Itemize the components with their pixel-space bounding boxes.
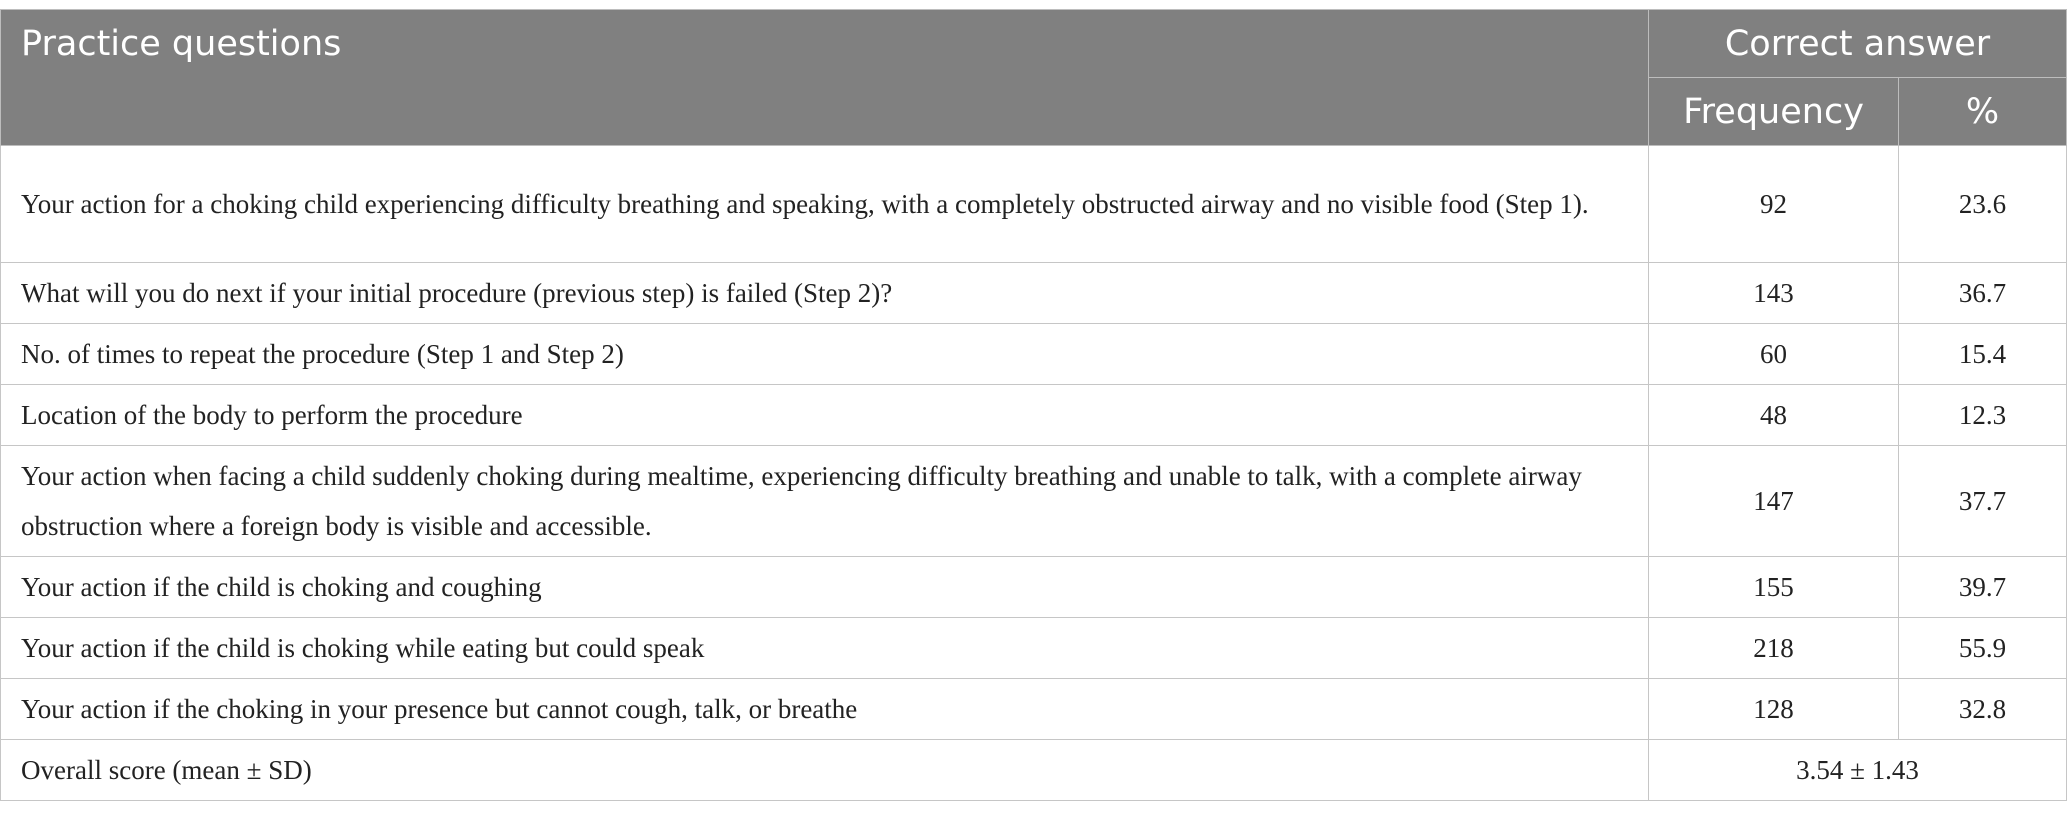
question-cell: What will you do next if your initial procedure (previous step) is failed (Step 2)?	[1, 263, 1649, 324]
table-row	[1, 557, 2067, 618]
question-cell: Your action if the choking in your presence but cannot cough, talk, or breathe	[1, 679, 1649, 740]
table-row	[1, 324, 2067, 385]
question-cell: Your action when facing a child suddenly choking during mealtime, experiencing difficulty breathing and unable to talk, with a complete airway obstruction where a foreign body is visible and accessible.	[1, 446, 1649, 557]
question-cell: Your action for a choking child experiencing difficulty breathing and speaking, with a completely obstructed airway and no visible food (Step 1).	[1, 146, 1649, 263]
practice-questions-table	[0, 9, 2067, 801]
percent-cell: 55.9	[1899, 618, 2067, 679]
table-row	[1, 263, 2067, 324]
overall-score-row	[1, 740, 2067, 801]
percent-cell: 37.7	[1899, 446, 2067, 557]
table-row	[1, 618, 2067, 679]
header-correct-answer: Correct answer	[1649, 10, 2067, 78]
percent-cell: 23.6	[1899, 146, 2067, 263]
table-row	[1, 385, 2067, 446]
overall-score-value: 3.54 ± 1.43	[1649, 740, 2067, 801]
table-row	[1, 146, 2067, 263]
frequency-cell: 92	[1649, 146, 1899, 263]
question-cell: Location of the body to perform the procedure	[1, 385, 1649, 446]
frequency-cell: 60	[1649, 324, 1899, 385]
frequency-cell: 147	[1649, 446, 1899, 557]
question-cell: No. of times to repeat the procedure (Step 1 and Step 2)	[1, 324, 1649, 385]
frequency-cell: 48	[1649, 385, 1899, 446]
table-row	[1, 679, 2067, 740]
question-cell: Your action if the child is choking and coughing	[1, 557, 1649, 618]
header-practice-questions: Practice questions	[1, 10, 1649, 146]
frequency-cell: 218	[1649, 618, 1899, 679]
overall-score-label: Overall score (mean ± SD)	[1, 740, 1649, 801]
percent-cell: 12.3	[1899, 385, 2067, 446]
question-cell: Your action if the child is choking while eating but could speak	[1, 618, 1649, 679]
header-frequency: Frequency	[1649, 78, 1899, 146]
table-row	[1, 446, 2067, 557]
percent-cell: 32.8	[1899, 679, 2067, 740]
frequency-cell: 143	[1649, 263, 1899, 324]
frequency-cell: 155	[1649, 557, 1899, 618]
header-percent: %	[1899, 78, 2067, 146]
percent-cell: 36.7	[1899, 263, 2067, 324]
percent-cell: 39.7	[1899, 557, 2067, 618]
percent-cell: 15.4	[1899, 324, 2067, 385]
frequency-cell: 128	[1649, 679, 1899, 740]
